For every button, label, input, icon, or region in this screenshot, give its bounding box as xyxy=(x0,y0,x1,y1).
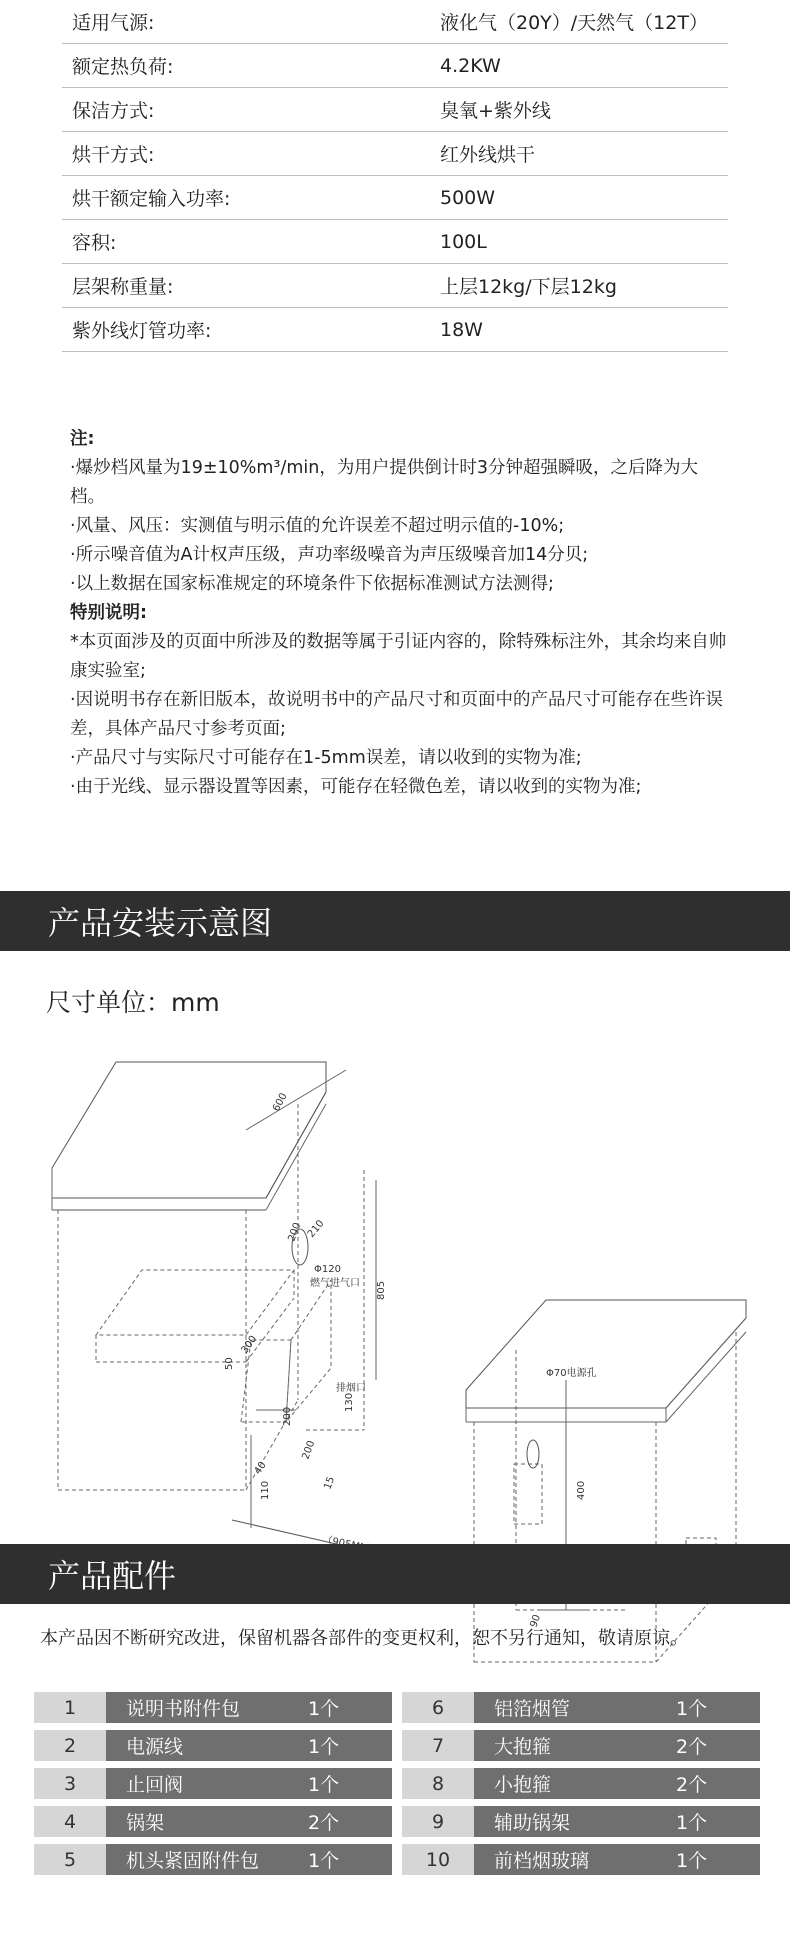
spec-row xyxy=(62,44,728,88)
note-line: ·风量、风压：实测值与明示值的允许误差不超过明示值的-10%; xyxy=(70,516,565,536)
special-line: ·因说明书存在新旧版本，故说明书中的产品尺寸和页面中的产品尺寸可能存在些许误差，具体产品尺寸参考页面; xyxy=(70,690,724,739)
spec-label: 额定热负荷: xyxy=(72,56,174,78)
part-name: 锅架 xyxy=(106,1806,304,1837)
part-name: 前档烟玻璃 xyxy=(474,1844,672,1875)
part-name: 电源线 xyxy=(106,1730,304,1761)
spec-value: 500W xyxy=(440,186,496,209)
spec-row xyxy=(62,308,728,352)
part-number: 6 xyxy=(402,1692,474,1723)
dim-15: 15 xyxy=(322,1475,338,1492)
spec-value: 100L xyxy=(440,230,487,253)
parts-title: 产品配件 xyxy=(48,1557,177,1595)
dim-200b: 200 xyxy=(282,1406,293,1426)
spec-label: 紫外线灯管功率: xyxy=(72,320,212,342)
part-row xyxy=(402,1692,760,1723)
dim-400: 400 xyxy=(576,1480,587,1500)
part-number: 3 xyxy=(34,1768,106,1799)
spec-table xyxy=(62,0,728,352)
install-title: 产品安装示意图 xyxy=(48,904,273,942)
part-qty: 2个 xyxy=(304,1806,392,1837)
gas-inlet-label: 燃气进气口 xyxy=(310,1278,360,1289)
parts-list-right xyxy=(402,1692,760,1882)
part-name: 大抱箍 xyxy=(474,1730,672,1761)
part-number: 4 xyxy=(34,1806,106,1837)
parts-notice: 本产品因不断研究改进，保留机器各部件的变更权利，恕不另行通知，敬请原谅。 xyxy=(40,1628,688,1649)
part-qty: 2个 xyxy=(672,1730,760,1761)
dim-210: 210 xyxy=(305,1218,327,1240)
spec-value: 4.2KW xyxy=(440,54,501,77)
parts-list-left xyxy=(34,1692,392,1882)
dim-200a: 200 xyxy=(286,1221,304,1244)
spec-value: 液化气（20Y）/天然气（12T） xyxy=(440,12,708,34)
spec-label: 适用气源: xyxy=(72,12,155,34)
part-qty: 2个 xyxy=(672,1768,760,1799)
special-line: ·由于光线、显示器设置等因素，可能存在轻微色差，请以收到的实物为准; xyxy=(70,777,642,797)
part-name: 说明书附件包 xyxy=(106,1692,304,1723)
parts-section-header xyxy=(0,1544,790,1604)
part-qty: 1个 xyxy=(672,1692,760,1723)
part-row xyxy=(34,1844,392,1875)
part-qty: 1个 xyxy=(304,1692,392,1723)
part-name: 小抱箍 xyxy=(474,1768,672,1799)
notes-heading: 注: xyxy=(70,429,95,449)
part-qty: 1个 xyxy=(304,1730,392,1761)
part-row xyxy=(34,1806,392,1837)
dim-805: 805 xyxy=(376,1280,387,1300)
part-number: 8 xyxy=(402,1768,474,1799)
part-name: 铝箔烟管 xyxy=(474,1692,672,1723)
part-row xyxy=(402,1844,760,1875)
dim-300: 300 xyxy=(239,1333,260,1356)
spec-row xyxy=(62,264,728,308)
power-hole-label: Φ70电源孔 xyxy=(546,1368,597,1379)
spec-value: 18W xyxy=(440,318,483,341)
spec-label: 容积: xyxy=(72,232,117,254)
spec-value: 红外线烘干 xyxy=(440,144,536,166)
part-row xyxy=(34,1730,392,1761)
part-number: 7 xyxy=(402,1730,474,1761)
dim-600: 600 xyxy=(270,1091,290,1114)
spec-row xyxy=(62,88,728,132)
notes-section xyxy=(70,425,730,802)
spec-label: 烘干方式: xyxy=(72,144,155,166)
part-row xyxy=(402,1730,760,1761)
spec-value: 上层12kg/下层12kg xyxy=(440,276,617,298)
part-qty: 1个 xyxy=(672,1844,760,1875)
spec-row xyxy=(62,132,728,176)
part-number: 9 xyxy=(402,1806,474,1837)
spec-row xyxy=(62,0,728,44)
part-row xyxy=(34,1692,392,1723)
part-number: 2 xyxy=(34,1730,106,1761)
note-line: ·所示噪音值为A计权声压级，声功率级噪音为声压级噪音加14分贝; xyxy=(70,545,589,565)
part-row xyxy=(402,1806,760,1837)
part-number: 1 xyxy=(34,1692,106,1723)
spec-value: 臭氧+紫外线 xyxy=(440,100,551,122)
note-line: ·爆炒档风量为19±10%m³/min，为用户提供倒计时3分钟超强瞬吸，之后降为大档。 xyxy=(70,458,698,507)
dim-phi120: Φ120 xyxy=(314,1264,341,1275)
install-section-header xyxy=(0,891,790,951)
part-qty: 1个 xyxy=(304,1768,392,1799)
part-name: 辅助锅架 xyxy=(474,1806,672,1837)
spec-row xyxy=(62,220,728,264)
note-line: ·以上数据在国家标准规定的环境条件下依据标准测试方法测得; xyxy=(70,574,554,594)
dim-110: 110 xyxy=(260,1480,271,1500)
spec-label: 烘干额定输入功率: xyxy=(72,188,231,210)
part-number: 5 xyxy=(34,1844,106,1875)
special-heading: 特别说明: xyxy=(70,603,147,623)
part-row xyxy=(402,1768,760,1799)
part-row xyxy=(34,1768,392,1799)
unit-label: 尺寸单位：mm xyxy=(46,988,220,1017)
spec-label: 保洁方式: xyxy=(72,100,155,122)
dim-200c: 200 xyxy=(300,1439,318,1462)
spec-label: 层架称重量: xyxy=(72,276,174,298)
dim-90: 90 xyxy=(528,1613,544,1630)
part-name: 止回阀 xyxy=(106,1768,304,1799)
part-qty: 1个 xyxy=(304,1844,392,1875)
dim-50: 50 xyxy=(224,1357,235,1370)
part-number: 10 xyxy=(402,1844,474,1875)
spec-row xyxy=(62,176,728,220)
dim-40: 40 xyxy=(252,1459,269,1477)
dim-130: 130 xyxy=(344,1392,355,1412)
part-qty: 1个 xyxy=(672,1806,760,1837)
part-name: 机头紧固附件包 xyxy=(106,1844,304,1875)
special-line: ·产品尺寸与实际尺寸可能存在1-5mm误差，请以收到的实物为准; xyxy=(70,748,582,768)
exhaust-label: 排烟口 xyxy=(336,1383,366,1394)
special-line: *本页面涉及的页面中所涉及的数据等属于引证内容的，除特殊标注外，其余均来自帅康实验室; xyxy=(70,632,727,681)
